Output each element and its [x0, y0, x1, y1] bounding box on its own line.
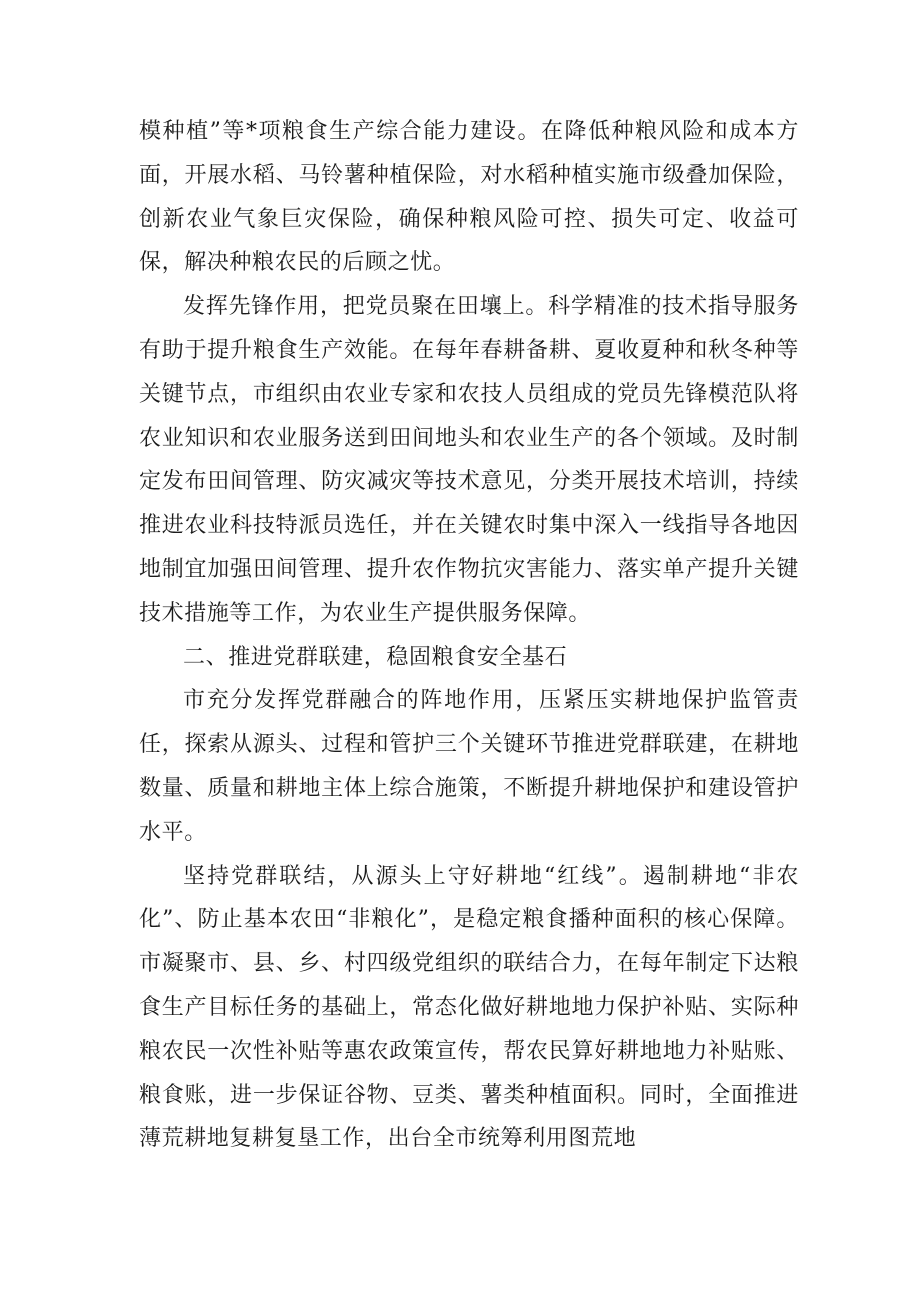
paragraph-farmland-redline: 坚持党群联结，从源头上守好耕地“红线”。遏制耕地“非农化”、防止基本农田“非粮化”，是稳定粮食播种面积的核心保障。市凝聚市、县、乡、村四级党组织的联结合力，在每年制定下达粮食生产目标任务的基础上，常态化做好耕地地力保护补贴、实际种粮农民一次性补贴等惠农政策宣传，帮农民算好耕地地力补贴账、粮食账，进一步保证谷物、豆类、薯类种植面积。同时，全面推进薄荒耕地复耕复垦工作，出台全市统筹利用图荒地	[139, 863, 799, 1152]
paragraph-continuation: 模种植”等*项粮食生产综合能力建设。在降低种粮风险和成本方面，开展水稻、马铃薯种植保险，对水稻种植实施市级叠加保险，创新农业气象巨灾保险，确保种粮风险可控、损失可定、收益可保，解决种粮农民的后顾之忧。	[139, 119, 799, 276]
paragraph-section-intro: 市充分发挥党群融合的阵地作用，压紧压实耕地保护监管责任，探索从源头、过程和管护三个关键环节推进党群联建，在耕地数量、质量和耕地主体上综合施策，不断提升耕地保护和建设管护水平。	[139, 688, 799, 845]
paragraph-vanguard-role: 发挥先锋作用，把党员聚在田壤上。科学精准的技术指导服务有助于提升粮食生产效能。在每年春耕备耕、夏收夏种和秋冬种等关键节点，市组织由农业专家和农技人员组成的党员先锋模范队将农业知识和农业服务送到田间地头和农业生产的各个领域。及时制定发布田间管理、防灾减灾等技术意见，分类开展技术培训，持续推进农业科技特派员选任，并在关键农时集中深入一线指导各地因地制宜加强田间管理、提升农作物抗灾害能力、落实单产提升关键技术措施等工作，为农业生产提供服务保障。	[139, 294, 799, 626]
document-body	[139, 110, 799, 1161]
section-heading-two: 二、推进党群联建，稳固粮食安全基石	[183, 644, 568, 670]
